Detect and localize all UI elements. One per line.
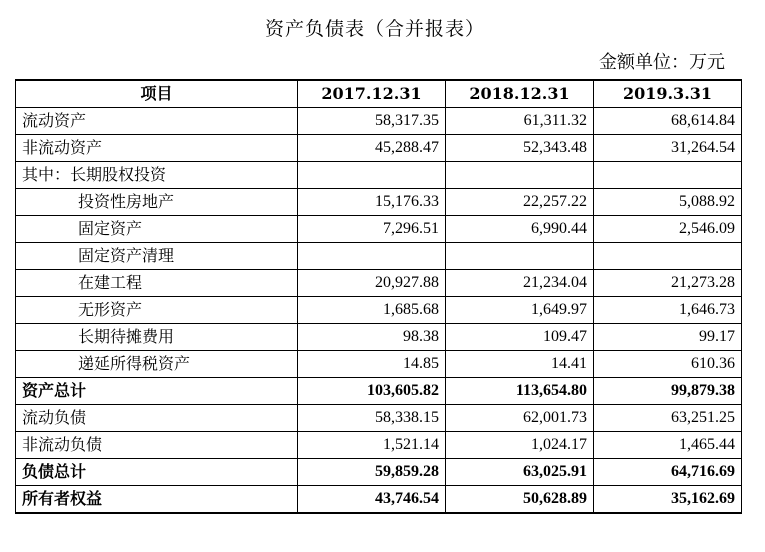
row-value: 63,251.25 (594, 405, 742, 432)
table-row (16, 378, 742, 405)
row-value: 14.41 (446, 351, 594, 378)
row-value: 61,311.32 (446, 108, 594, 135)
row-value: 58,338.15 (298, 405, 446, 432)
row-value: 6,990.44 (446, 216, 594, 243)
row-value: 7,296.51 (298, 216, 446, 243)
row-label: 负债总计 (16, 459, 298, 486)
header-2019: 2019.3.31 (594, 80, 742, 108)
header-item: 项目 (16, 80, 298, 108)
row-value: 20,927.88 (298, 270, 446, 297)
row-value: 21,273.28 (594, 270, 742, 297)
row-value: 50,628.89 (446, 486, 594, 514)
row-value: 99,879.38 (594, 378, 742, 405)
row-label: 投资性房地产 (16, 189, 298, 216)
row-value: 63,025.91 (446, 459, 594, 486)
row-label: 非流动负债 (16, 432, 298, 459)
table-row (16, 459, 742, 486)
header-row (16, 80, 742, 108)
row-value: 1,465.44 (594, 432, 742, 459)
row-value: 58,317.35 (298, 108, 446, 135)
row-value: 15,176.33 (298, 189, 446, 216)
row-value: 109.47 (446, 324, 594, 351)
unit-label: 金额单位：万元 (599, 52, 725, 73)
balance-sheet-table (15, 79, 742, 514)
row-value: 68,614.84 (594, 108, 742, 135)
row-value: 2,546.09 (594, 216, 742, 243)
row-value: 103,605.82 (298, 378, 446, 405)
row-label: 固定资产清理 (16, 243, 298, 270)
row-value (446, 243, 594, 270)
table-row (16, 108, 742, 135)
row-value: 1,646.73 (594, 297, 742, 324)
table-row (16, 135, 742, 162)
row-value: 64,716.69 (594, 459, 742, 486)
row-value: 43,746.54 (298, 486, 446, 514)
row-label: 非流动资产 (16, 135, 298, 162)
row-value: 5,088.92 (594, 189, 742, 216)
row-label: 其中：长期股权投资 (16, 162, 298, 189)
row-value: 31,264.54 (594, 135, 742, 162)
header-2017: 2017.12.31 (298, 80, 446, 108)
row-value: 59,859.28 (298, 459, 446, 486)
row-value (298, 243, 446, 270)
row-value: 1,521.14 (298, 432, 446, 459)
table-title: 资产负债表（合并报表） (264, 18, 485, 40)
row-label: 资产总计 (16, 378, 298, 405)
row-value: 113,654.80 (446, 378, 594, 405)
table-row (16, 405, 742, 432)
row-value (594, 162, 742, 189)
row-value: 62,001.73 (446, 405, 594, 432)
row-value (594, 243, 742, 270)
row-value: 1,024.17 (446, 432, 594, 459)
row-label: 在建工程 (16, 270, 298, 297)
row-value: 35,162.69 (594, 486, 742, 514)
row-value: 22,257.22 (446, 189, 594, 216)
table-row (16, 297, 742, 324)
row-label: 固定资产 (16, 216, 298, 243)
table-row (16, 270, 742, 297)
row-value: 14.85 (298, 351, 446, 378)
row-value: 52,343.48 (446, 135, 594, 162)
row-value: 1,649.97 (446, 297, 594, 324)
row-label: 长期待摊费用 (16, 324, 298, 351)
row-value: 610.36 (594, 351, 742, 378)
row-value: 21,234.04 (446, 270, 594, 297)
row-value: 98.38 (298, 324, 446, 351)
row-value: 45,288.47 (298, 135, 446, 162)
row-label: 无形资产 (16, 297, 298, 324)
table-row (16, 216, 742, 243)
table-row (16, 432, 742, 459)
row-label: 流动资产 (16, 108, 298, 135)
table-row (16, 486, 742, 514)
row-value (298, 162, 446, 189)
header-2018: 2018.12.31 (446, 80, 594, 108)
row-value (446, 162, 594, 189)
row-label: 流动负债 (16, 405, 298, 432)
row-label: 所有者权益 (16, 486, 298, 514)
table-row (16, 162, 742, 189)
table-row (16, 243, 742, 270)
table-row (16, 324, 742, 351)
table-row (16, 189, 742, 216)
table-row (16, 351, 742, 378)
row-label: 递延所得税资产 (16, 351, 298, 378)
row-value: 1,685.68 (298, 297, 446, 324)
row-value: 99.17 (594, 324, 742, 351)
